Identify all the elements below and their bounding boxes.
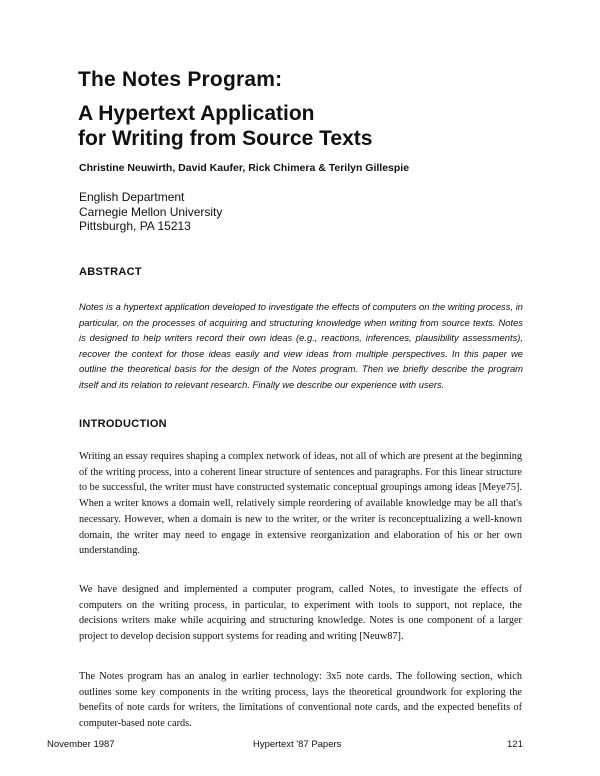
footer-date: November 1987	[47, 739, 115, 750]
title-main	[78, 101, 372, 151]
title-line-1: The Notes Program:	[78, 68, 283, 91]
affiliation-city: Pittsburgh, PA 15213	[79, 219, 191, 233]
introduction-heading: INTRODUCTION	[79, 418, 167, 430]
title-line-2: A Hypertext Application	[78, 102, 315, 125]
intro-paragraph-2: We have designed and implemented a computer program, called Notes, to investigate the effects of computers on the writing process, in particular, to experiment with tools to support, not replace, the decisions writers make while acquiring and structuring knowledge. Notes is one component of a larger project to develop decision support systems for reading and writing [Neuw87].	[79, 584, 522, 643]
affiliation	[79, 190, 222, 234]
footer-page-number: 121	[507, 739, 523, 750]
title-line-3: for Writing from Source Texts	[78, 127, 373, 150]
affiliation-dept: English Department	[79, 190, 185, 204]
intro-paragraph-3: The Notes program has an analog in earlier technology: 3x5 note cards. The following section, which outlines some key components in the writing process, lays the theoretical groundwork for exploring the benefits of note cards for writers, the limitations of conventional note cards, and the expected benefits of computer-based note cards.	[79, 671, 522, 730]
abstract-heading: ABSTRACT	[79, 266, 142, 278]
authors: Christine Neuwirth, David Kaufer, Rick Chimera & Terilyn Gillespie	[79, 162, 410, 174]
abstract-text: Notes is a hypertext application developed to investigate the effects of computers on the writing process, in particular, on the processes of acquiring and structuring knowledge when writing from source texts. Notes is designed to help writers record their own ideas (e.g., reactions, inferences, plausibility assessments), recover the context for those ideas easily and view ideas from multiple perspectives. In this paper we outline the theoretical basis for the design of the Notes program. Then we briefly describe the program itself and its relation to relevant research. Finally we describe our experience with users.	[79, 301, 523, 390]
affiliation-university: Carnegie Mellon University	[79, 204, 223, 219]
footer-venue: Hypertext '87 Papers	[253, 739, 342, 750]
intro-paragraph-1: Writing an essay requires shaping a complex network of ideas, not all of which are present at the beginning of the writing process, into a coherent linear structure of sentences and paragraphs. For this linear structure to be successful, the writer must have constructed systematic conceptual groupings among ideas [Meye75]. When a writer knows a domain well, relatively simple reordering of available knowledge may be all that's necessary. However, when a domain is new to the writer, or the writer is reconceptualizing a well-known domain, the writer may need to engage in extensive reorganization and elaboration of his or her own understanding.	[79, 451, 522, 557]
